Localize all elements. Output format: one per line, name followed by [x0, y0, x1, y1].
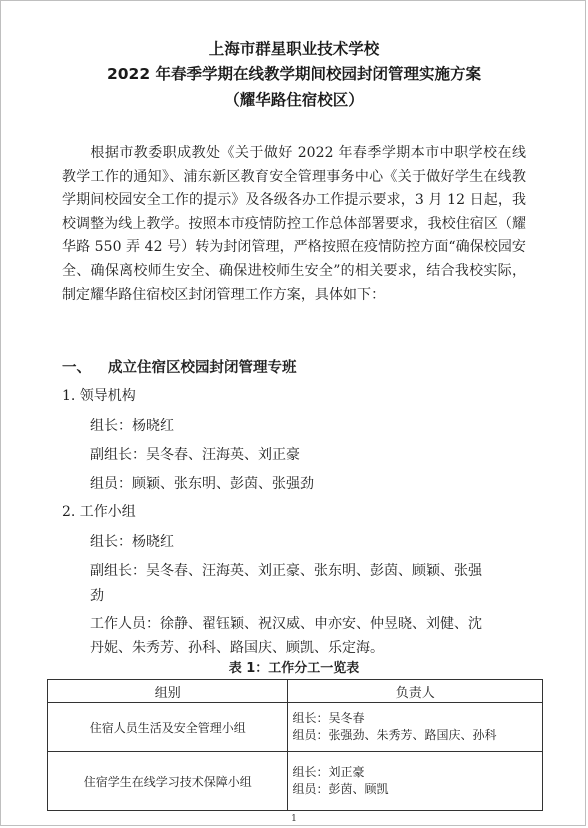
workgroup-deputies-line1: 副组长：吴冬春、汪海英、刘正豪、张东明、彭茵、顾颖、张强: [90, 563, 482, 579]
intro-paragraph: [62, 142, 526, 307]
workgroup-leader: 组长：杨晓红: [90, 534, 174, 550]
group-members: 组员：彭茵、顾凯: [292, 782, 389, 796]
group-cell: 住宿学生在线学习技术保障小组: [48, 752, 288, 811]
table-caption: 表 1：工作分工一览表: [228, 661, 360, 676]
group-leader: 组长：刘正豪: [292, 765, 365, 779]
workgroup-heading: 2. 工作小组: [62, 504, 136, 520]
table-header-group: 组别: [48, 680, 288, 703]
intro-text: 根据市教委职成教处《关于做好 2022 年春季学期本市中职学校在线教学工作的通知》、浦东新区教育安全管理事务中心《关于做好学生在线教学期间校园安全工作的提示》及各级各办工作提示要求，3 月 12 日起，我校调整为线上教学。按照本市疫情防控工作总体部署要求，我校住宿区（耀华路 550 弄 42 号）转为封闭管理，严格按照在疫情防控方面“确保校园安全、确保离校师生安全、确保进校师生安全”的相关要求，结合我校实际，制定耀华路住宿校区封闭管理工作方案，具体如下：: [62, 145, 526, 303]
school-name: 上海市群星职业技术学校: [208, 40, 380, 58]
page-number: 1: [291, 814, 297, 824]
group-cell: 住宿人员生活及安全管理小组: [48, 703, 288, 752]
campus-subtitle: （耀华路住宿校区）: [224, 91, 364, 109]
group-leader: 组长：吴冬春: [292, 711, 365, 725]
leadership-heading: 1. 领导机构: [62, 388, 136, 404]
workgroup-deputies-line2: 劲: [90, 588, 104, 604]
workgroup-staff-line2: 丹妮、朱秀芳、孙科、路国庆、顾凯、乐定海。: [90, 640, 384, 656]
section-1-title: 成立住宿区校园封闭管理专班: [108, 360, 297, 376]
table-row: [48, 752, 543, 811]
section-1-heading: [62, 357, 297, 379]
assignment-table: [47, 679, 543, 811]
leadership-members: 组员：顾颖、张东明、彭茵、张强劲: [90, 476, 314, 492]
table-row: [48, 703, 543, 752]
leadership-deputies: 副组长：吴冬春、汪海英、刘正豪: [90, 447, 300, 463]
leader-cell: [288, 752, 543, 811]
table-header-leader: 负责人: [288, 680, 543, 703]
leader-cell: [288, 703, 543, 752]
section-1-number: 一、: [62, 360, 91, 376]
leadership-leader: 组长：杨晓红: [90, 418, 174, 434]
table-header-row: [48, 680, 543, 703]
workgroup-staff-line1: 工作人员：徐静、翟钰颖、祝汉威、申亦安、仲昱晓、刘健、沈: [90, 616, 482, 632]
group-members: 组员：张强劲、朱秀芳、路国庆、孙科: [292, 728, 497, 742]
plan-title: 2022 年春季学期在线教学期间校园封闭管理实施方案: [106, 65, 482, 83]
